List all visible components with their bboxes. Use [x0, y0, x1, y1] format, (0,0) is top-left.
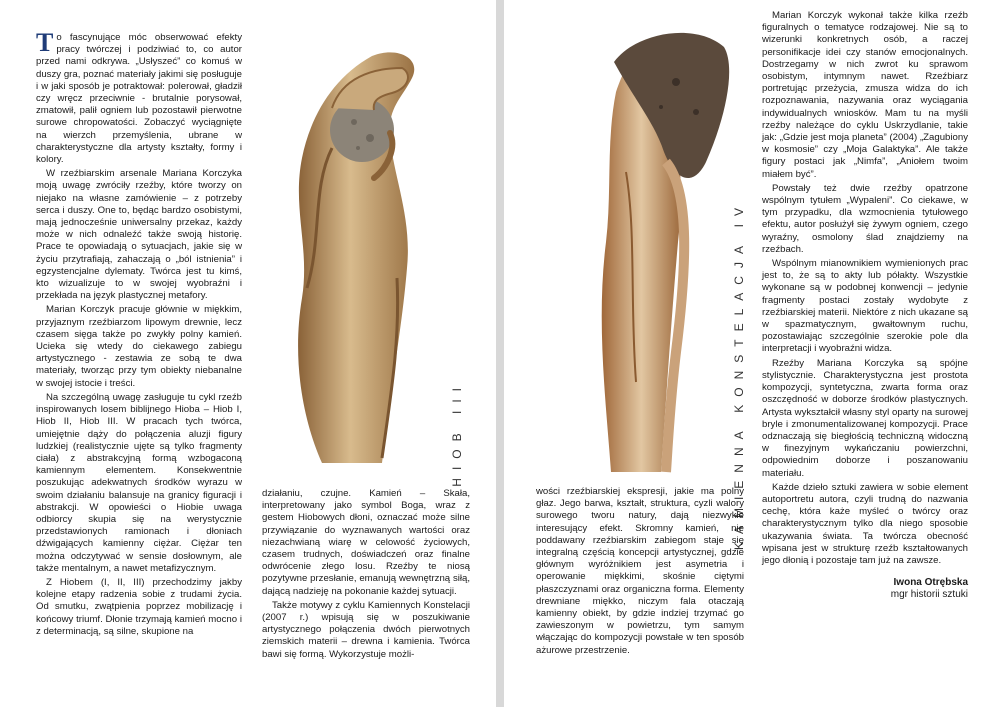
paragraph: Powstały też dwie rzeźby opatrzone wspólnym tytułem „Wypaleni”. Co ciekawe, w tym przypadku, dla wzmocnienia tytułowego efektu, autor posłużył się żywym ogniem, czego wyraźny, osmolony ślad znajdziemy na rzeźbach. — [762, 182, 968, 255]
paragraph: Na szczególną uwagę zasługuje tu cykl rzeźb inspirowanych losem biblijnego Hioba – Hiob I, Hiob II, Hiob III. W pracach tych twórca, umiejętnie dąży do połączenia aluzji figury ludzkiej (realistycznie ujęte są tylko fragmenty ciała) z abstrakcyjną formą wzbogaconą kamiennym elementem. Konsekwentnie poszukując adekwatnych środków wyrazu w swoim działaniu balansuje na granicy figuracji i abstrakcji. W opowieści o Hiobie uwaga odbiorcy skupia się na werystycznie przedstawionych ramionach i dłoniach dźwigających kamienny ciężar. Ciężar ten można odczytywać w sensie dosłownym, ale także mentalnym, a nawet metafizycznym. — [36, 391, 242, 574]
paragraph: Wspólnym mianownikiem wymienionych prac jest to, że są to akty lub półakty. Wszystkie wykonane są w podobnej konwencji – jedynie fragmenty postaci zostały wydobyte z rzeźbiarskiej materii. Niektóre z nich ukazane są w spazmatycznym, gwałtownym ruchu, pozostawiając szczególnie szerokie pole dla interpretacji i wyobraźni widza. — [762, 258, 968, 355]
paragraph: Z Hiobem (I, II, III) przechodzimy jakby kolejne etapy radzenia sobie z trudami życia. Od smutku, zwątpienia poprzez mobilizację i końcowy triumf. Dłonie trzymają kamień mocno i z determinacją, są silne, skupione na — [36, 576, 242, 637]
hiob-sculpture-image — [262, 38, 442, 468]
left-column-2 — [262, 488, 470, 663]
right-column-1 — [536, 486, 744, 659]
figure-caption-hiob: HIOB III — [450, 380, 464, 487]
paragraph: Rzeźby Mariana Korczyka są spójne stylistycznie. Charakterystyczna jest prostota kompozycji, syntetyczna, zwarta forma oraz oszczędność w doborze środków plastycznych. Artysta wykształcił własny styl oparty na surowej bryle i zmonumentalizowanej kompozycji. Prace odznaczają się biegłością techniczną widoczną w finezyjnym wykańczaniu powierzchni, odpowiednim doborze i poszanowaniu materiału. — [762, 357, 968, 479]
author-role: mgr historii sztuki — [890, 589, 968, 601]
paragraph: Marian Korczyk wykonał także kilka rzeźb figuralnych o tematyce rodzajowej. Nie są to wizerunki konkretnych osób, a raczej personifikacje idei czy stanów emocjonalnych. Dostrzegamy w nich zwrot ku sprawom osobistym, intymnym nawet. Rzeźbiarz portretując przeżycia, zmusza widza do ich rozpoznawania, nazywania oraz wyciągania indywidualnych wniosków. Mam tu na myśli rzeźby należące do cyklu Uskrzydlanie, takie jak: „Gdzie jest moja planeta” (2004) „Zagubiony w kosmosie” czy „Moja Galaktyka”. Ale także figury postaci jak „Nimfa”, „Aniołem twoim miałem być”. — [762, 10, 968, 180]
paragraph: wości rzeźbiarskiej ekspresji, jakie ma polny głaz. Jego barwa, kształt, struktura, cyzli walory surowego tworu natury, dają niezwykle interesujący efekt. Skromny kamień, nie poddawany rzeźbiarskim zabiegom staje się integralną częścią koncepcji artystycznej, gdzie głównym wyróżnikiem jest asymetria i operowanie miękkimi, skośnie ciętymi płaszczyznami oraz organiczna forma. Elementy drewniane miękko, niczym fala otaczają kamienny obiekt, by gdzie indziej trzymać go zawieszonym w powietrzu, tym samym włączając do kompozycji powstałe w ten sposób ażurowe przestrzenie. — [536, 486, 744, 656]
intro-paragraph: To fascynujące móc obserwować efekty pracy twórczej i podziwiać to, co autor przed nami odkrywa. „Usłyszeć” co komuś w duszy gra, poznać materiały jakimi się posługuje i w jaki sposób je potraktował: polerował, gładził czy wręcz przeciwnie - brutalnie porysował, zmatowił, palił ogniem lub pozostawił pierwotne surowe chropowatości. Zobaczyć wyciągnięte na wierzch przemyślenia, ubrane w charakterystyczne dla artysty kształty, formy i kolory. — [36, 28, 242, 166]
paragraph: Marian Korczyk pracuje głównie w miękkim, przyjaznym rzeźbiarzom lipowym drewnie, lecz czasem sięga także po zwykły polny kamień. Ucieka się wtedy do ciekawego zabiegu artystycznego - zestawia ze sobą te dwa materiały, tworząc przy tym obiekty niebanalne w swojej istocie i treści. — [36, 304, 242, 389]
left-column-1 — [36, 28, 242, 640]
kamienna-konstelacja-sculpture-image — [566, 22, 736, 482]
author-name: Iwona Otrębska — [893, 577, 968, 589]
right-page — [504, 0, 1000, 707]
figure-caption-kamienna: KAMIENNA KONSTELACJA IV — [732, 200, 746, 551]
left-page — [0, 0, 496, 707]
paragraph: Każde dzieło sztuki zawiera w sobie element autoportretu autora, czyli trudną do nazwania cechę, która każe myśleć o twórcy oraz charakterystycznym tylko dla niego sposobie ukazywania świata. Ta twórcza obecność wpisana jest w strukturę rzeźb kształtowanych jego dłonią i pozostaje tam już na zawsze. — [762, 481, 968, 566]
paragraph: W rzeźbiarskim arsenale Mariana Korczyka moją uwagę zwróciły rzeźby, które tworzy on niejako na własne zamówienie – z potrzeby serca i duszy. One to, będąc bardzo osobistymi, mają jednocześnie uniwersalny przekaz, każdy może w nich odnaleźć także swoją historię. Prace te opowiadają o sytuacjach, jakie się w życiu przytrafiają, zahaczają o „ból istnienia” i egzystencjalne dylematy. Twórca jest tu kimś, kto wizualizuje to w swojej wyobraźni i przekłada na język plastycznej metafory. — [36, 168, 242, 302]
right-column-2 — [762, 10, 968, 602]
paragraph: działaniu, czujne. Kamień – Skała, interpretowany jako symbol Boga, wraz z gestem Hiobowych dłoni, oznaczać może silne przywiązanie do wyznawanych wartości oraz niezachwianą wiarę w celowość życiowych, czasem trudnych, doświadczeń oraz finalne odwrócenie złego losu. Rzeźby te niosą pozytywne przesłanie, emanują wewnętrzną siłą, dającą nadzieję na pokonanie każdej sytuacji. — [262, 488, 470, 597]
drop-cap: T — [36, 28, 54, 57]
paragraph: Także motywy z cyklu Kamiennych Konstelacji (2007 r.) wpisują się w poszukiwanie artystycznego połączenia dwóch pierwotnych ziemskich materii – drewna i kamienia. Twórca bawi się formą. Wykorzystuje możli- — [262, 599, 470, 660]
